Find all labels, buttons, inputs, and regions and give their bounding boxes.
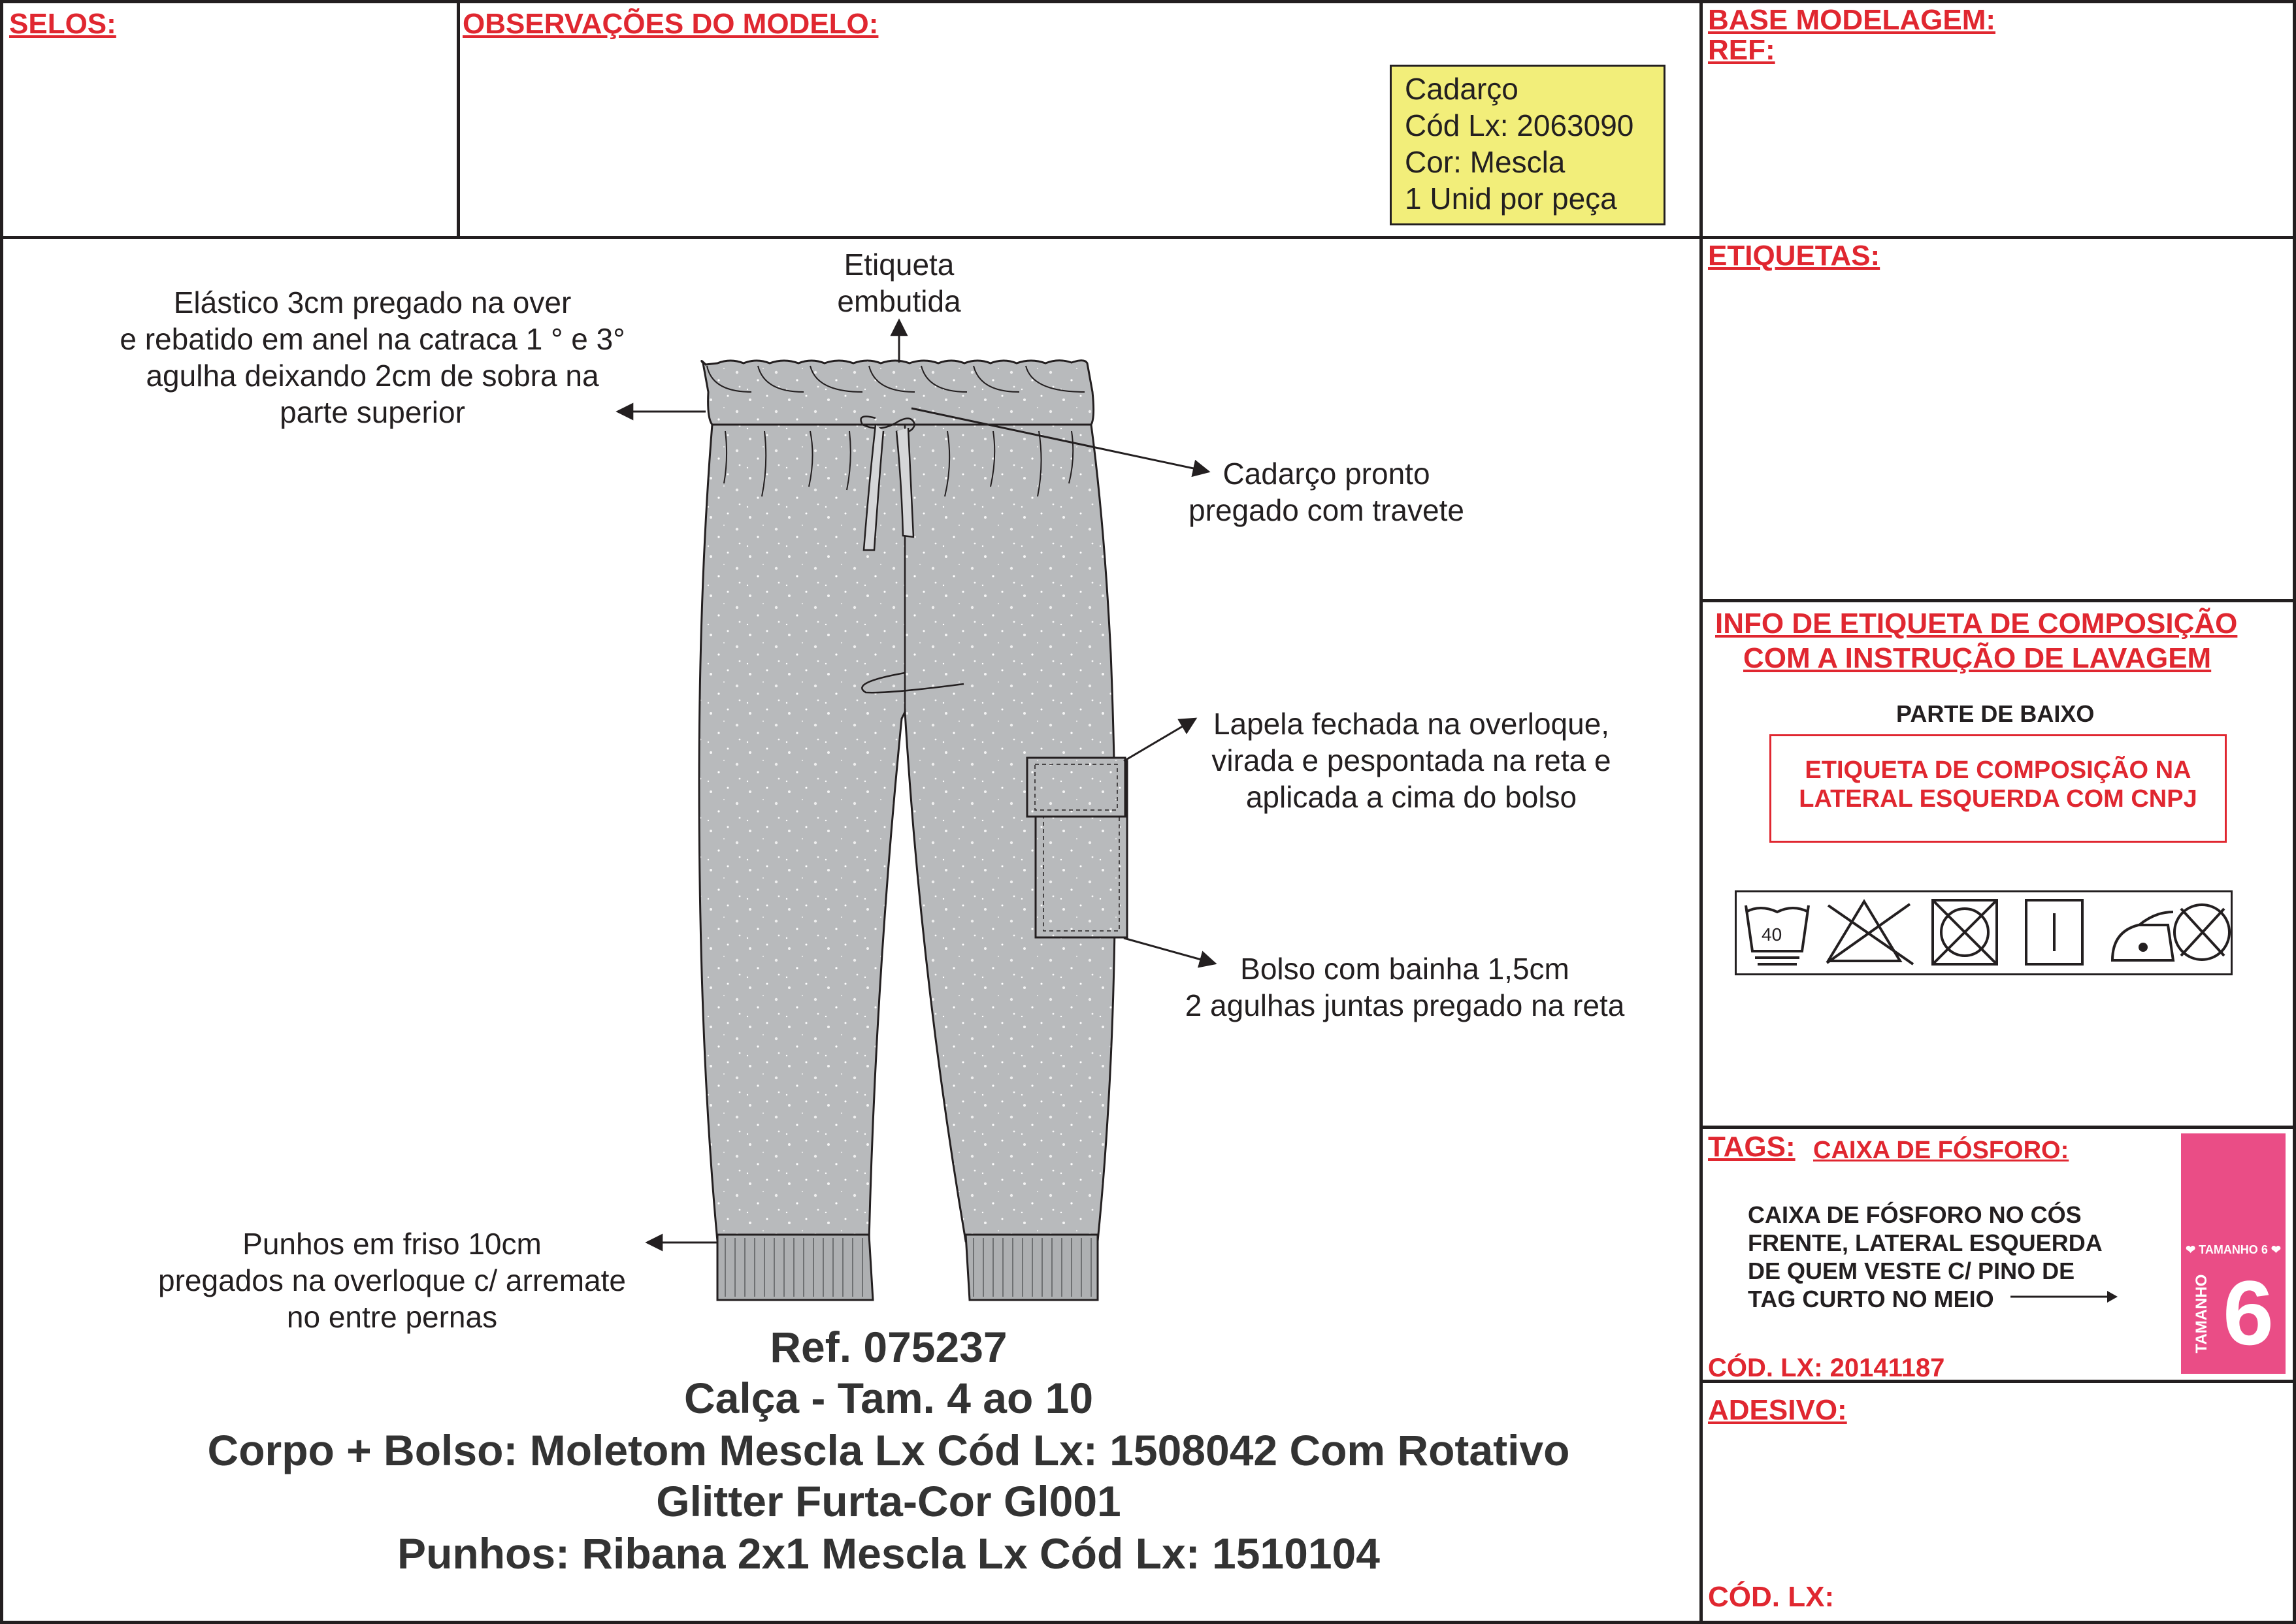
note-line: Etiqueta	[844, 248, 955, 282]
cargo-pocket	[1027, 758, 1127, 937]
caixa-line: FRENTE, LATERAL ESQUERDA	[1748, 1229, 2103, 1256]
etiqueta-note	[801, 246, 997, 319]
caixa-line: CAIXA DE FÓSFORO NO CÓS	[1748, 1201, 2082, 1228]
cadarco-pronto-note	[1163, 455, 1490, 528]
no-tumble-dry-icon	[1933, 900, 1997, 964]
cod-adesivo-label: CÓD. LX:	[1708, 1581, 1835, 1613]
spec-product: Calça - Tam. 4 ao 10	[683, 1374, 1094, 1422]
caixa-line: DE QUEM VESTE C/ PINO DE	[1748, 1258, 2075, 1284]
cadarco-note-line: Cor: Mescla	[1405, 145, 1566, 179]
wash-temp-label: 40	[1762, 924, 1782, 945]
etiquetas-label: ETIQUETAS:	[1708, 240, 1880, 272]
note-line: Lapela fechada na overloque,	[1213, 707, 1610, 741]
cadarco-note	[1390, 65, 1665, 225]
spec-ref: Ref. 075237	[770, 1323, 1008, 1371]
elastico-note	[78, 284, 666, 430]
spec-corpo: Corpo + Bolso: Moletom Mescla Lx Cód Lx: 1508042 Com Rotativo	[207, 1426, 1570, 1474]
no-bleach-icon	[1827, 901, 1913, 964]
adesivo-label: ADESIVO:	[1708, 1394, 1847, 1426]
note-line: e rebatido em anel na catraca 1 ° e 3°	[120, 322, 625, 356]
note-line: Bolso com bainha 1,5cm	[1240, 952, 1569, 986]
selos-label: SELOS:	[9, 8, 116, 40]
size-tag-image	[2181, 1133, 2286, 1374]
note-line: Elástico 3cm pregado na over	[173, 285, 572, 319]
note-line: embutida	[837, 284, 961, 318]
spec-punhos: Punhos: Ribana 2x1 Mescla Lx Cód Lx: 1510104	[397, 1529, 1380, 1578]
care-symbols-strip	[1735, 890, 2233, 975]
iron-low-icon	[2112, 912, 2173, 960]
caixa-line: TAG CURTO NO MEIO	[1748, 1286, 1994, 1312]
line-dry-icon	[2026, 900, 2082, 964]
note-line: aplicada a cima do bolso	[1245, 780, 1577, 814]
tags-label: TAGS:	[1708, 1131, 1796, 1163]
cod-tag-label: CÓD. LX: 20141187	[1708, 1354, 1945, 1382]
spec-glitter: Glitter Furta-Cor Gl001	[656, 1477, 1121, 1525]
note-line: virada e pespontada na reta e	[1211, 743, 1611, 777]
right-divider-1	[1699, 236, 2296, 239]
info-title-1: INFO DE ETIQUETA DE COMPOSIÇÃO	[1715, 608, 2238, 640]
cadarco-note-line: Cód Lx: 2063090	[1405, 108, 1634, 142]
cadarco-note-line: 1 Unid por peça	[1405, 182, 1617, 216]
selos-divider	[457, 0, 460, 238]
left-cuff	[717, 1235, 873, 1300]
comp-box-line-1: ETIQUETA DE COMPOSIÇÃO NA	[1805, 756, 2191, 784]
note-line: parte superior	[280, 395, 465, 429]
note-line: pregados na overloque c/ arremate	[158, 1263, 626, 1297]
tag-small-text: ❤ TAMANHO 6 ❤	[2186, 1243, 2281, 1256]
caixa-fosforo-label: CAIXA DE FÓSFORO:	[1813, 1137, 2069, 1164]
waistband	[702, 361, 1094, 425]
right-divider-3	[1699, 1126, 2296, 1129]
note-line: Punhos em friso 10cm	[242, 1227, 542, 1261]
note-line: Cadarço pronto	[1222, 457, 1430, 491]
cadarco-note-line: Cadarço	[1405, 72, 1518, 106]
right-divider-2	[1699, 599, 2296, 602]
note-line: no entre pernas	[286, 1300, 498, 1334]
ref-label: REF:	[1708, 34, 1775, 66]
observacoes-label: OBSERVAÇÕES DO MODELO:	[463, 8, 879, 40]
info-title-2: COM A INSTRUÇÃO DE LAVAGEM	[1743, 642, 2212, 674]
tag-arrow-icon	[2009, 1287, 2120, 1307]
note-line: agulha deixando 2cm de sobra na	[146, 359, 599, 393]
tag-vertical-text: TAMANHO	[2193, 1274, 2210, 1354]
base-modelagem-label: BASE MODELAGEM:	[1708, 4, 1995, 36]
note-line: pregado com travete	[1189, 493, 1464, 527]
note-line: 2 agulhas juntas pregado na reta	[1185, 988, 1625, 1022]
punhos-note	[131, 1226, 653, 1335]
parte-de-baixo: PARTE DE BAIXO	[1896, 700, 2095, 727]
lapela-note	[1183, 706, 1640, 815]
comp-box-line-2: LATERAL ESQUERDA COM CNPJ	[1799, 785, 2197, 813]
tag-size-number: 6	[2223, 1261, 2274, 1364]
bolso-note	[1143, 950, 1666, 1024]
no-dry-clean-icon	[2174, 905, 2229, 960]
